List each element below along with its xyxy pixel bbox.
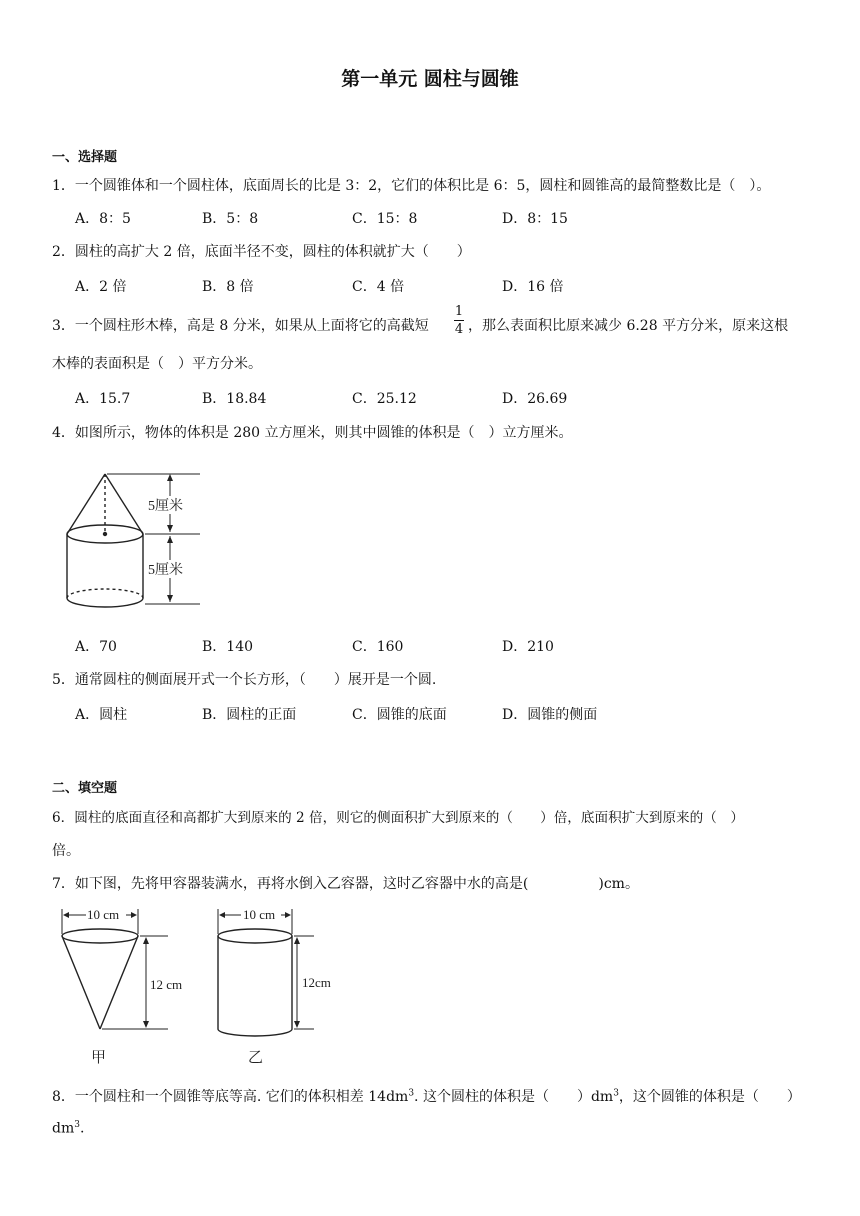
q8-superscript: 3 (74, 1120, 80, 1130)
question-8-line-1 (52, 1086, 801, 1106)
section-heading-fill: 二、填空题 (52, 781, 118, 796)
q8-superscript: 3 (613, 1088, 619, 1099)
fraction-bar (454, 320, 464, 321)
q4-bottom-height-label: 5厘米 (148, 563, 183, 578)
question-4: 4．如图所示，物体的体积是 280 立方厘米，则其中圆锥的体积是（ ）立方厘米。 (52, 425, 573, 441)
q3-fraction (454, 304, 464, 337)
q5-option-d: D．圆锥的侧面 (502, 707, 598, 723)
question-7: 7．如下图，先将甲容器装满水，再将水倒入乙容器，这时乙容器中水的高是( )cm。 (52, 876, 639, 892)
question-2: 2．圆柱的高扩大 2 倍，底面半径不变，圆柱的体积就扩大（ ） (52, 244, 471, 260)
q8-superscript: 3 (408, 1088, 415, 1099)
q4-option-a: A．70 (75, 639, 117, 655)
q7-cone-height-label: 12 cm (150, 977, 183, 992)
q8-text-d: dm (52, 1120, 75, 1137)
q8-text-b: . 这个圆柱的体积是（ ）dm (414, 1089, 614, 1105)
q1-option-a: A．8：5 (75, 211, 131, 227)
q1-option-b: B．5：8 (202, 211, 259, 227)
q3-fraction-denominator: 4 (454, 322, 464, 337)
q7-cylinder-height-label: 12cm (302, 975, 331, 990)
q8-text-a: 8．一个圆柱和一个圆锥等底等高. 它们的体积相差 14dm (52, 1089, 409, 1105)
q3-option-d: D．26.69 (502, 391, 568, 407)
q3-option-a: A．15.7 (75, 391, 131, 407)
q2-option-a: A．2 倍 (75, 279, 127, 295)
q3-option-b: B．18.84 (202, 391, 267, 407)
q2-option-c: C．4 倍 (352, 279, 405, 295)
question-8-line-2 (52, 1120, 84, 1137)
q7-containers-figure (56, 904, 356, 1070)
q1-option-d: D．8：15 (502, 211, 568, 227)
q8-text-c: ，这个圆锥的体积是（ ） (618, 1089, 801, 1105)
q4-option-d: D．210 (502, 639, 554, 655)
q2-option-d: D．16 倍 (502, 279, 564, 295)
q7-cylinder-width-label: 10 cm (243, 907, 276, 922)
question-6-part-a: 6．圆柱的底面直径和高都扩大到原来的 2 倍，则它的侧面积扩大到原来的（ ）倍，底面积扩大到原来的（ ） (52, 810, 745, 826)
q7-cone-width-label: 10 cm (87, 907, 120, 922)
q4-option-c: C．160 (352, 639, 404, 655)
q7-cone-name: 甲 (91, 1050, 107, 1066)
q3-option-c: C．25.12 (352, 391, 417, 407)
q4-cone-cylinder-figure (60, 466, 210, 612)
question-3-part-c: 木棒的表面积是（ ）平方分米。 (52, 356, 262, 372)
q7-cylinder-name: 乙 (248, 1050, 264, 1066)
question-3-part-b: ，那么表面积比原来减少 6.28 平方分米，原来这根 (468, 318, 789, 334)
q3-fraction-numerator: 1 (454, 304, 464, 319)
question-6-part-b: 倍。 (52, 843, 80, 859)
q2-option-b: B．8 倍 (202, 279, 254, 295)
q4-option-b: B．140 (202, 639, 254, 655)
q5-option-a: A．圆柱 (75, 707, 128, 723)
question-3-part-a: 3．一个圆柱形木棒，高是 8 分米，如果从上面将它的高截短 (52, 318, 429, 334)
q4-top-height-label: 5厘米 (148, 499, 183, 514)
q5-option-c: C．圆锥的底面 (352, 707, 447, 723)
question-1: 1．一个圆锥体和一个圆柱体，底面周长的比是 3：2，它们的体积比是 6：5，圆柱和圆锥高的最简整数比是（ ）。 (52, 178, 771, 194)
q1-option-c: C．15：8 (352, 211, 418, 227)
question-5: 5．通常圆柱的侧面展开式一个长方形，（ ）展开是一个圆. (52, 672, 437, 688)
section-heading-choice: 一、选择题 (52, 150, 118, 165)
q8-text-e: . (79, 1120, 85, 1137)
q5-option-b: B．圆柱的正面 (202, 707, 297, 723)
page-title: 第一单元 圆柱与圆锥 (341, 68, 519, 90)
